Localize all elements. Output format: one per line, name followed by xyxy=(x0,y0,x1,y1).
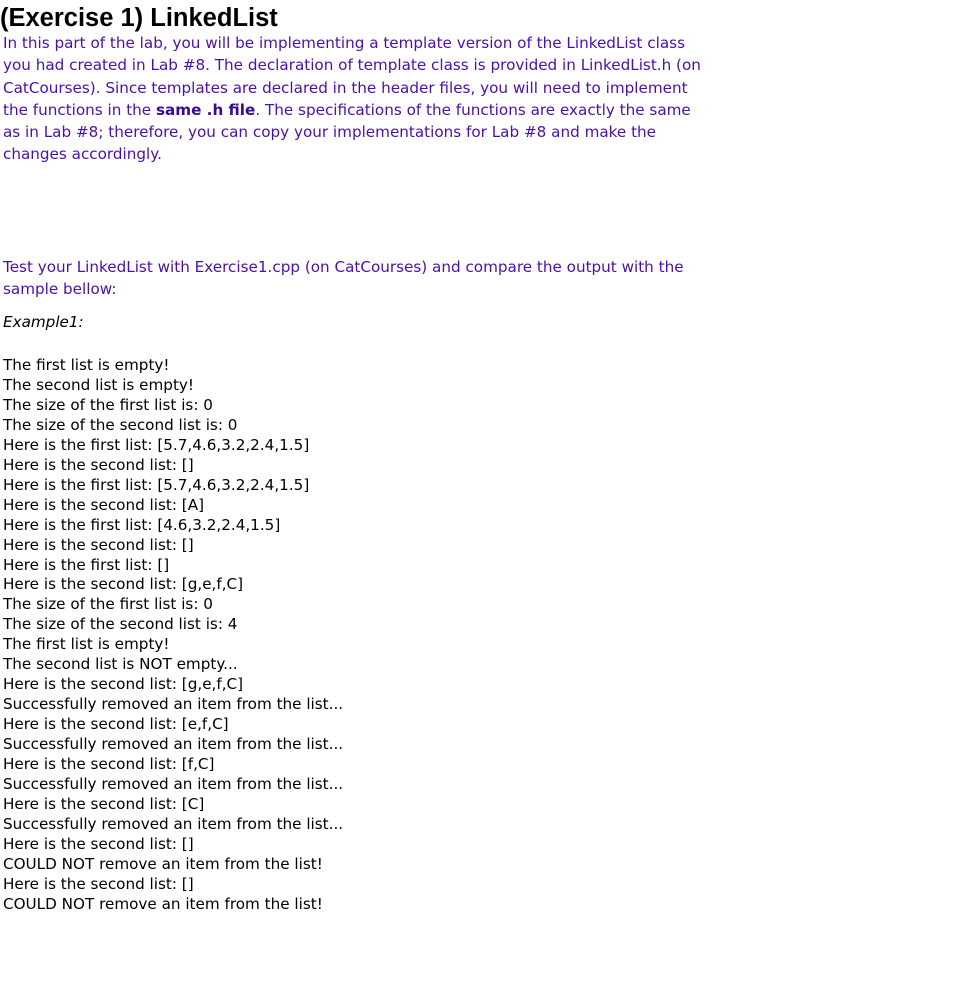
output-line: Successfully removed an item from the list... xyxy=(3,775,344,794)
output-line: The second list is empty! xyxy=(3,375,194,394)
output-line: Here is the second list: [g,e,f,C] xyxy=(3,675,244,694)
test-line: sample bellow: xyxy=(3,280,117,299)
sample-output xyxy=(3,356,343,915)
intro-line: In this part of the lab, you will be implementing a template version of the LinkedList class xyxy=(3,34,686,52)
output-line: Here is the first list: [5.7,4.6,3.2,2.4,1.5] xyxy=(3,435,310,454)
output-line: COULD NOT remove an item from the list! xyxy=(3,854,323,873)
output-line: The second list is NOT empty... xyxy=(3,655,238,674)
intro-line xyxy=(3,99,701,121)
output-line: COULD NOT remove an item from the list! xyxy=(3,894,323,913)
test-line: Test your LinkedList with Exercise1.cpp (on CatCourses) and compare the output with the xyxy=(3,258,684,276)
output-line: Here is the second list: [g,e,f,C] xyxy=(3,575,244,594)
output-line: Here is the second list: [e,f,C] xyxy=(3,715,229,734)
output-line: The size of the second list is: 4 xyxy=(3,615,238,634)
output-line: The first list is empty! xyxy=(3,635,170,654)
output-line: Successfully removed an item from the list... xyxy=(3,695,344,714)
output-line: Here is the second list: [] xyxy=(3,834,194,853)
intro-paragraph xyxy=(3,32,701,166)
output-line: Here is the second list: [] xyxy=(3,535,194,554)
output-line: Here is the second list: [C] xyxy=(3,794,205,813)
output-line: Here is the first list: [] xyxy=(3,555,170,574)
intro-line: as in Lab #8; therefore, you can copy your implementations for Lab #8 and make the xyxy=(3,123,657,142)
intro-line: changes accordingly. xyxy=(3,145,162,164)
page-title: (Exercise 1) LinkedList xyxy=(0,4,278,32)
output-line: Here is the first list: [4.6,3.2,2.4,1.5] xyxy=(3,515,281,534)
output-line: Here is the second list: [A] xyxy=(3,495,205,514)
output-line: Here is the second list: [] xyxy=(3,455,194,474)
output-line: Here is the second list: [f,C] xyxy=(3,755,215,774)
example-label: Example1: xyxy=(3,313,84,331)
intro-line: CatCourses). Since templates are declared in the header files, you will need to implement xyxy=(3,78,688,97)
output-line: Successfully removed an item from the list... xyxy=(3,814,344,833)
output-line: The first list is empty! xyxy=(3,356,170,374)
intro-text: . The specifications of the functions are exactly the same xyxy=(255,100,691,119)
output-line: Successfully removed an item from the list... xyxy=(3,735,344,754)
output-line: The size of the first list is: 0 xyxy=(3,395,213,414)
test-paragraph xyxy=(3,256,684,301)
intro-text: the functions in the xyxy=(3,100,156,119)
output-line: The size of the second list is: 0 xyxy=(3,415,238,434)
output-line: Here is the second list: [] xyxy=(3,874,194,893)
output-line: The size of the first list is: 0 xyxy=(3,595,213,614)
emphasis-same-h-file: same .h file xyxy=(155,100,256,119)
output-line: Here is the first list: [5.7,4.6,3.2,2.4,1.5] xyxy=(3,475,310,494)
intro-line: you had created in Lab #8. The declaration of template class is provided in LinkedList.h (on xyxy=(3,56,701,75)
